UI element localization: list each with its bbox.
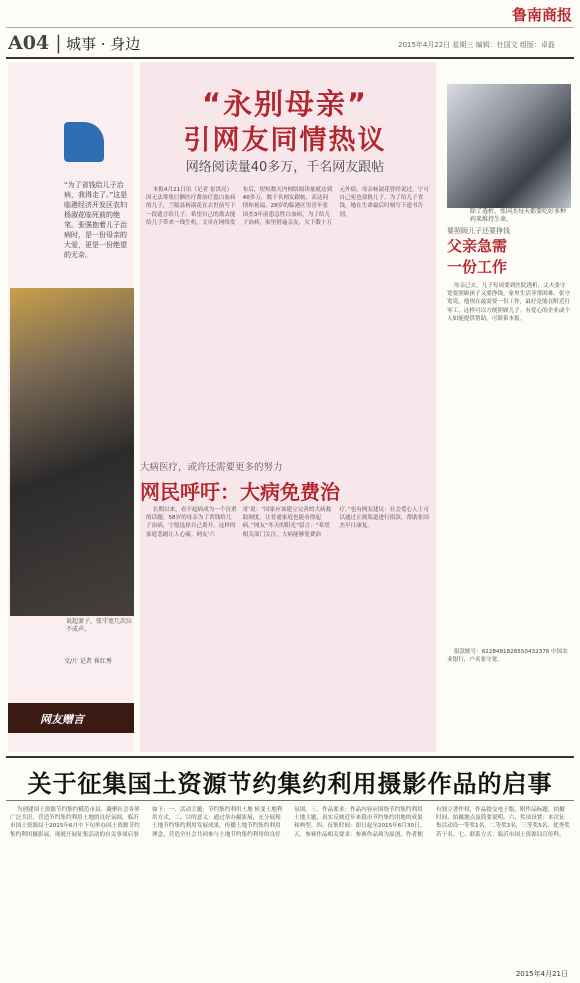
- feature-body2: 长期以来，看不起病成为一个沉重的话题。58岁的母亲为了省钱给儿子治病，宁愿选择自己离开，这样的家庭悲剧让人心痛。网友‘六哥’说：“国家应该建立完善的大病救助制度，让普通家庭也能看得起病。”网友“冬天的阳光”留言：“希望相关部门关注，大病能够免费治疗。”也有网友建议：社会爱心人士可以通过正规渠道进行捐款，帮助张国杰早日康复。: [146, 507, 429, 538]
- right-body: 母亲已去，儿子每周要到医院透析，丈夫张守宽要照顾孩子又要挣钱，家里生活非常困难。张守宽说，他现在最需要一份工作，最好是能在附近打零工，这样可以方便照顾儿子。有爱心的企业或个人如能提供帮助，可联系本报。: [447, 283, 571, 322]
- notice-date: 2015年4月21日: [515, 970, 568, 978]
- header-rule: [6, 57, 574, 59]
- notice-title: 关于征集国土资源节约集约利用摄影作品的启事: [27, 770, 553, 798]
- feature-subhead-small: 大病医疗，或许还需要更多的努力: [140, 462, 283, 473]
- issue-meta: 2015年4月22日 星期三 编辑：杜国文 组版：卓磊: [398, 41, 555, 49]
- photo-band-text: 网友赠言: [40, 713, 84, 726]
- right-subhead-line2: 一份工作: [447, 258, 508, 276]
- feature-body: 本报4月21日讯（记者 崔洪亮）因无法筹集巨额医疗费治疗患白血病的儿子，兰陵县杨淑花在去世前写下一段遗言给儿子，希望自己的离去能给儿子带来一线生机。文章在网络发布后，短短数天内网络阅读量就达到40多万，数千名网友跟帖，表达同情和祝福。28岁的临港区男青年张国杰3年前患急性白血病，为了给儿子治病，家里借遍亲友，欠下数十万元外债。母亲杨淑花曾经说过，宁可自己死也要救儿子，为了给儿子省钱，她在生命最后时刻写下遗书告别。: [146, 187, 429, 226]
- father-photo-caption: 说起妻子，张守宽几次泣不成声。: [66, 618, 133, 633]
- feature-subtitle: 网络阅读量40多万，千名网友跟帖: [185, 160, 385, 175]
- byline: 文/片 记者 崔红秀: [64, 658, 112, 665]
- page-number: A04 |: [8, 32, 62, 54]
- section-title: 城事 · 身边: [66, 35, 141, 53]
- right-subhead-line1: 父亲急需: [447, 237, 508, 255]
- newspaper-brand: 鲁南商报: [511, 6, 572, 24]
- quote-mark-icon: [64, 122, 104, 162]
- father-photo: [10, 288, 134, 616]
- notice-title-rule: [6, 800, 574, 801]
- son-photo: [447, 84, 571, 208]
- feature-title-line1: “永别母亲”: [201, 87, 369, 121]
- pull-quote: “为了省钱给儿子治病，我得走了。”这是临港经济开发区农妇杨淑花临死前的绝笔。张强抱着儿子治病时，是一份母亲的大爱，更是一份绝望的无奈。: [64, 181, 128, 259]
- donation-info: 捐款账号：6228481826550432376 中国农业银行，户名张守宽。: [447, 649, 568, 664]
- notice-top-rule: [6, 756, 574, 758]
- feature-subhead: 网民呼吁：大病免费治: [140, 480, 340, 504]
- notice-body: 为创建国土资源节约集约模范市县，凝聚社会各界广泛共识，营造节约集约利用土地的良好氛围，临沂市国土资源局于2015年6月中下旬举办国土资源节约集约利用摄影展。现就开展征集活动的有关事项启事如下：一、活动主题：节约集约利用土地 转变土地利用方式。二、目的意义：通过举办摄影展，充分展现土地节约集约利用发展成果，传播土地节约集约利用理念，营造全社会共同参与土地节约集约利用的良好氛围。三、作品要求：作品内容应围绕节约集约利用土地主题，真实反映近年来我市节约集约用地的成果和典型。四、征集时间：即日起至2015年6月30日。五、参赛作品相关要求：参赛作品须为原创，作者拥有独立著作权，作品提交电子版，附作品标题、拍摄时间、拍摄地点及简要说明。六、奖项设置：本次征集活动设一等奖1名，二等奖3名，三等奖5名，优秀奖若干名。七、联系方式：临沂市国土资源局宣传科。: [10, 807, 570, 838]
- feature-title-line2: 引网友同情热议: [183, 125, 387, 156]
- top-rule: [6, 27, 574, 28]
- son-photo-caption: 除了透析，张国杰每天都要吃好多种药来维持生命。: [470, 208, 567, 223]
- right-subhead-small: 要照顾儿子还要挣钱: [447, 227, 510, 235]
